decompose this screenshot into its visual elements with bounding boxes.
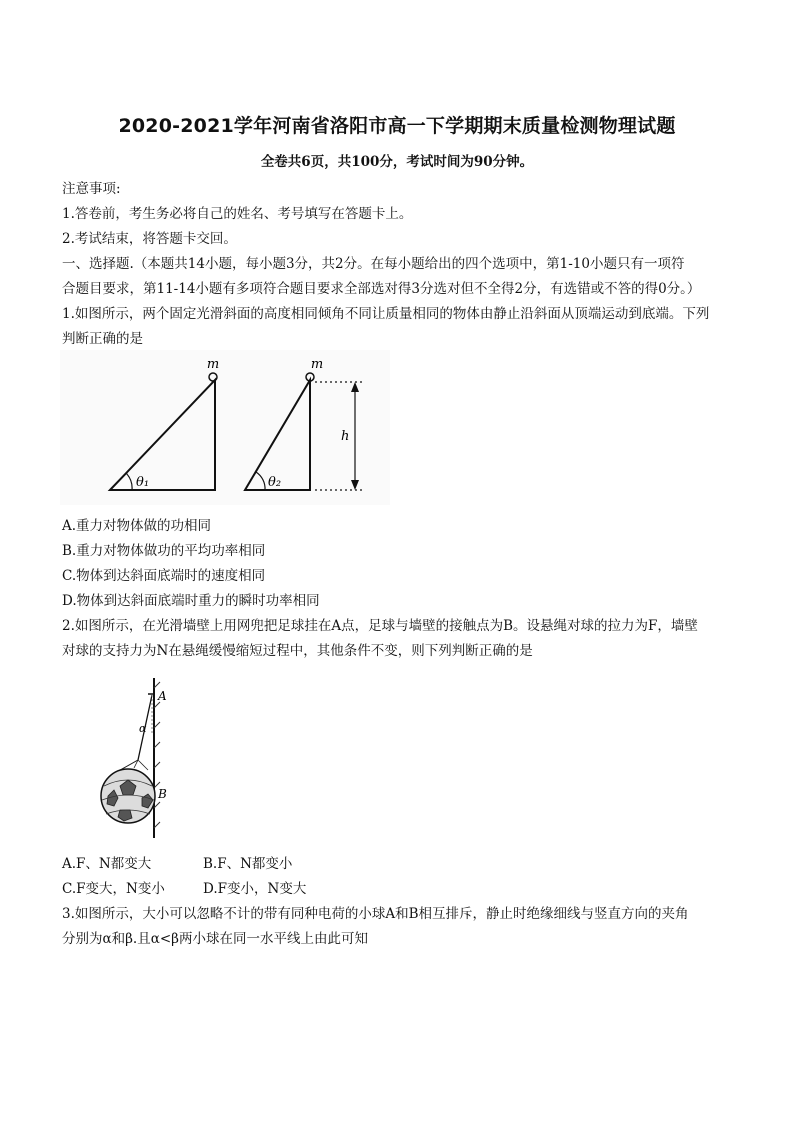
question-3-stem: 3.如图所示，大小可以忽略不计的带有同种电荷的小球A和B相互排斥，静止时绝缘细线与竖直方向的夹角 (62, 906, 689, 922)
question-3-stem: 分别为α和β.且α<β两小球在同一水平线上由此可知 (62, 931, 368, 947)
question-1-option-b: B.重力对物体做功的平均功率相同 (62, 543, 266, 559)
angle-label: θ₂ (268, 475, 282, 490)
question-1-stem: 判断正确的是 (62, 331, 143, 347)
page-subtitle: 全卷共6页，共100分，考试时间为90分钟。 (260, 154, 534, 170)
section-instructions: 合题目要求，第11-14小题有多项符合题目要求全部选对得3分选对但不全得2分，有选错或不答的得0分。） (62, 281, 701, 297)
height-label: h (341, 429, 350, 444)
note-item: 2.考试结束，将答题卡交回。 (62, 231, 237, 247)
angle-label: θ₁ (136, 475, 150, 490)
ball-on-wall-figure (90, 668, 200, 843)
question-2-option-b: B.F、N都变小 (203, 856, 293, 872)
question-2-options-row (62, 855, 292, 873)
question-2-option-c: C.F变大，N变小 (62, 881, 165, 897)
mass-label: m (310, 357, 324, 372)
question-2-option-a: A.F、N都变大 (62, 856, 152, 872)
section-instructions: 一、选择题.（本题共14小题，每小题3分，共2分。在每小题给出的四个选项中，第1-10小题只有一项符 (62, 256, 685, 272)
angle-alpha-label: α (139, 722, 147, 735)
question-1-stem: 1.如图所示，两个固定光滑斜面的高度相同倾角不同让质量相同的物体由静止沿斜面从顶端运动到底端。下列 (62, 306, 710, 322)
question-1-option-c: C.物体到达斜面底端时的速度相同 (62, 568, 266, 584)
question-1-option-a: A.重力对物体做的功相同 (62, 518, 212, 534)
point-b-label: B (158, 787, 167, 801)
question-2-stem: 2.如图所示，在光滑墙壁上用网兜把足球挂在A点，足球与墙壁的接触点为B。设悬绳对球的拉力为F，墙壁 (62, 618, 698, 634)
point-a-label: A (158, 689, 167, 703)
notes-heading: 注意事项: (62, 181, 121, 197)
question-2-option-d: D.F变小，N变大 (203, 881, 307, 897)
page-title: 2020-2021学年河南省洛阳市高一下学期期末质量检测物理试题 (118, 115, 676, 137)
question-2-options-row (62, 880, 306, 898)
note-item: 1.答卷前，考生务必将自己的姓名、考号填写在答题卡上。 (62, 206, 413, 222)
question-1-option-d: D.物体到达斜面底端时重力的瞬时功率相同 (62, 593, 320, 609)
mass-label: m (206, 357, 220, 372)
question-2-stem: 对球的支持力为N在悬绳缓慢缩短过程中，其他条件不变，则下列判断正确的是 (62, 643, 533, 659)
inclined-planes-figure (60, 350, 390, 505)
